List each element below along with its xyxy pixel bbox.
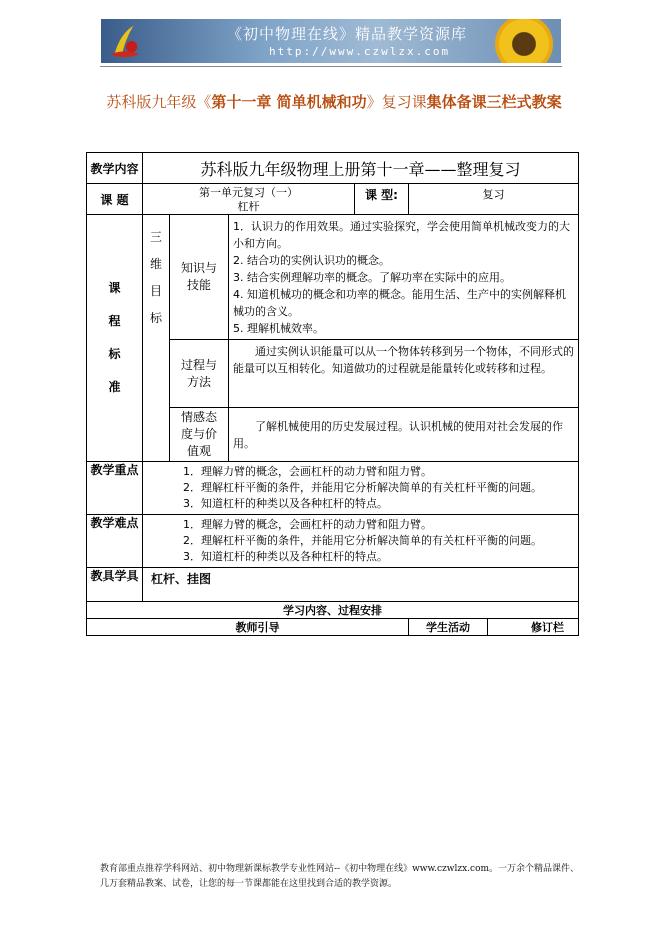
title-tail: 集体备课三栏式教案: [426, 93, 562, 111]
title-suffix: 》复习课: [366, 93, 427, 111]
document-title: [86, 86, 582, 118]
type-value: 复习: [409, 184, 579, 215]
type-label: 课 型:: [355, 184, 409, 215]
knowledge-item: 2. 结合功的实例认识功的概念。: [233, 254, 390, 267]
banner-title: 《初中物理在线》精品教学资源库: [227, 25, 468, 43]
topic-value: [143, 184, 355, 215]
difficulty-item: 3．知道杠杆的种类以及各种杠杆的特点。: [183, 550, 388, 563]
emotion-content: 了解机械使用的历史发展过程。认识机械的使用对社会发展的作用。: [229, 408, 579, 462]
focus-content: [143, 462, 579, 515]
arrangement-header: 学习内容、过程安排: [87, 602, 579, 619]
tools-value: 杠杆、挂图: [143, 568, 579, 602]
knowledge-label: 知识与技能: [170, 215, 229, 340]
title-prefix: 苏科版九年级《: [106, 93, 212, 111]
standard-char: 标: [108, 347, 121, 361]
content-value: 苏科版九年级物理上册第十一章——整理复习: [143, 153, 579, 184]
knowledge-content: [229, 215, 579, 340]
process-label: 过程与方法: [170, 340, 229, 408]
content-label: 教学内容: [87, 153, 143, 184]
knowledge-item: 3. 结合实例理解功率的概念。了解功率在实际中的应用。: [233, 271, 511, 284]
dims-char: 维: [149, 257, 162, 271]
emotion-label: 情感态度与价值观: [170, 408, 229, 462]
header-rule: [100, 66, 562, 67]
topic-value-line1: 第一单元复习（一）: [199, 186, 298, 199]
curriculum-standard-label: [87, 215, 143, 462]
lesson-plan-table: [86, 152, 579, 636]
tools-label: 教具学具: [87, 568, 143, 602]
title-chapter: 第十一章 简单机械和功: [211, 93, 367, 111]
topic-label: 课 题: [87, 184, 143, 215]
footer-note: 教育部重点推荐学科网站、初中物理新课标教学专业性网站--《初中物理在线》www.czwlzx.com。一万余个精品课件、几万套精品教案、试卷，让您的每一节课都能在这里找到合适的教学资源。: [100, 864, 580, 889]
header-banner: [101, 19, 561, 63]
col-student-activity: 学生活动: [409, 619, 488, 636]
focus-label: 教学重点: [87, 462, 143, 515]
knowledge-item: 4. 知道机械功的概念和功率的概念。能用生活、生产中的实例解释机械功的含义。: [233, 288, 566, 318]
focus-item: 3．知道杠杆的种类以及各种杠杆的特点。: [183, 497, 388, 510]
difficulty-item: 2．理解杠杆平衡的条件，并能用它分析解决简单的有关杠杆平衡的问题。: [183, 534, 542, 547]
difficulty-item: 1．理解力臂的概念，会画杠杆的动力臂和阻力臂。: [183, 518, 432, 531]
logo-icon: [105, 22, 143, 60]
three-dim-goals-label: [143, 215, 170, 462]
difficulty-content: [143, 515, 579, 568]
focus-item: 2．理解杠杆平衡的条件，并能用它分析解决简单的有关杠杆平衡的问题。: [183, 481, 542, 494]
col-revision: 修订栏: [488, 619, 579, 636]
banner-url[interactable]: http://www.czwlzx.com: [269, 45, 451, 58]
standard-char: 课: [108, 281, 121, 295]
process-content: 通过实例认识能量可以从一个物体转移到另一个物体，不同形式的能量可以互相转化。知道做功的过程就是能量转化或转移和过程。: [229, 340, 579, 408]
standard-char: 准: [108, 380, 121, 394]
topic-value-line2: 杠杆: [237, 200, 260, 213]
knowledge-item: 1．认识力的作用效果。通过实验探究，学会使用简单机械改变力的大小和方向。: [233, 220, 570, 250]
col-teacher-guide: 教师引导: [87, 619, 409, 636]
standard-char: 程: [108, 314, 121, 328]
difficulty-label: 教学难点: [87, 515, 143, 568]
knowledge-item: 5. 理解机械效率。: [233, 322, 324, 335]
focus-item: 1．理解力臂的概念，会画杠杆的动力臂和阻力臂。: [183, 465, 432, 478]
sunflower-icon: [495, 19, 553, 63]
dims-char: 目: [149, 284, 162, 298]
dims-char: 三: [149, 230, 162, 244]
dims-char: 标: [149, 311, 162, 325]
